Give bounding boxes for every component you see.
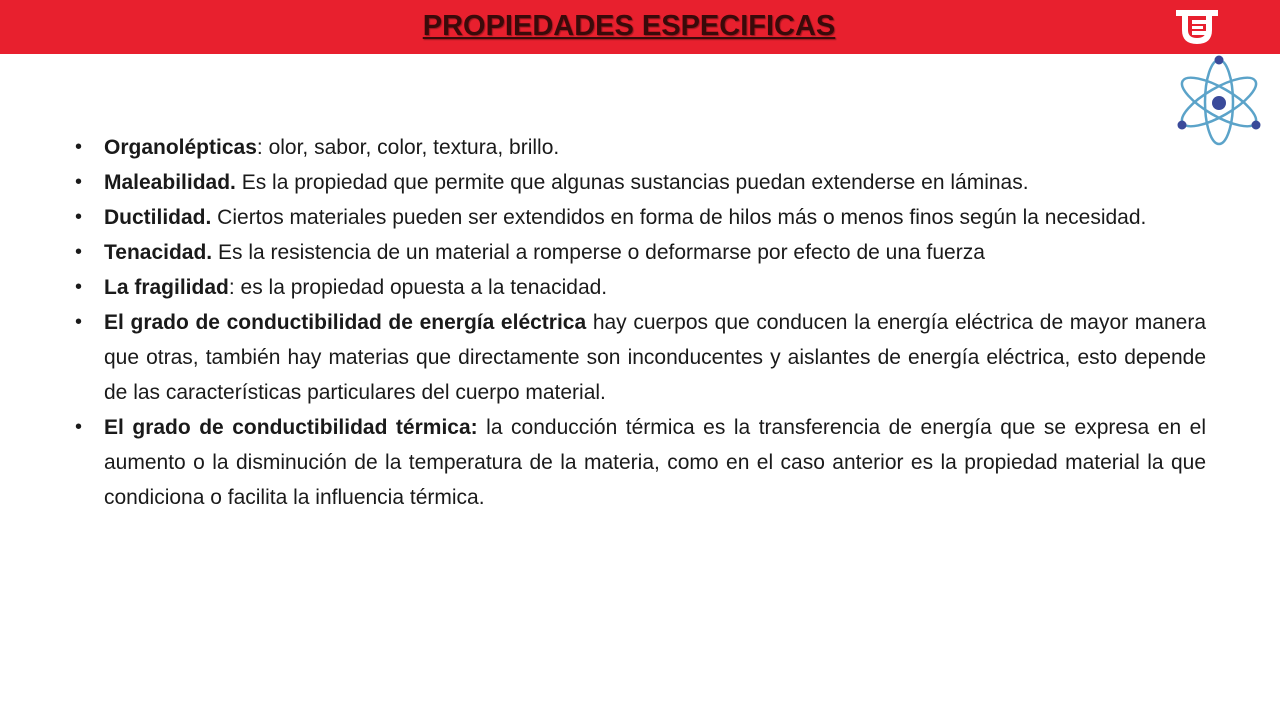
content-area [70,130,1206,515]
term-label: La fragilidad [104,276,229,299]
ue-logo-icon [1172,6,1222,48]
term-label: Organolépticas [104,136,257,159]
bullet-icon: • [75,206,83,228]
term-label: Maleabilidad. [104,171,236,194]
list-item-conductibilidad-electrica [70,305,1206,410]
bullet-icon: • [75,136,83,158]
list-item-maleabilidad [70,165,1206,200]
list-item-conductibilidad-termica [70,410,1206,515]
term-label: Tenacidad. [104,241,213,264]
list-item-fragilidad [70,270,1206,305]
item-description: es la propiedad opuesta a la tenacidad. [234,276,608,299]
bullet-icon: • [75,171,83,193]
property-list [70,130,1206,515]
list-item-tenacidad [70,235,1206,270]
item-description: hay cuerpos que conducen la energía eléctrica de mayor manera que otras, también hay materias que directamente son inconducentes y aislantes de energía eléctrica, esto depende de las características particulares del cuerpo material. [104,311,1206,404]
term-label: El grado de conductibilidad de energía eléctrica [104,311,587,334]
term-separator: : [228,276,235,299]
bullet-icon: • [75,311,83,333]
slide-title: PROPIEDADES ESPECIFICAS [422,10,836,42]
term-separator: : [256,136,263,159]
item-description: la conducción térmica es la transferencia de energía que se expresa en el aumento o la disminución de la temperatura de la materia, como en el caso anterior es la propiedad material la que condiciona o facilita la influencia térmica. [104,416,1206,509]
term-label: Ductilidad. [104,206,212,229]
term-label: El grado de conductibilidad térmica: [104,416,478,439]
title-bar [0,0,1280,54]
list-item-organolepticas [70,130,1206,165]
bullet-icon: • [75,241,83,263]
bullet-icon: • [75,276,83,298]
item-description: Es la resistencia de un material a romperse o deformarse por efecto de una fuerza [212,241,985,264]
list-item-ductilidad [70,200,1206,235]
bullet-icon: • [75,416,83,438]
item-description: Ciertos materiales pueden ser extendidos en forma de hilos más o menos finos según la necesidad. [211,206,1147,229]
item-description: olor, sabor, color, textura, brillo. [262,136,560,159]
item-description: Es la propiedad que permite que algunas sustancias puedan extenderse en láminas. [235,171,1029,194]
